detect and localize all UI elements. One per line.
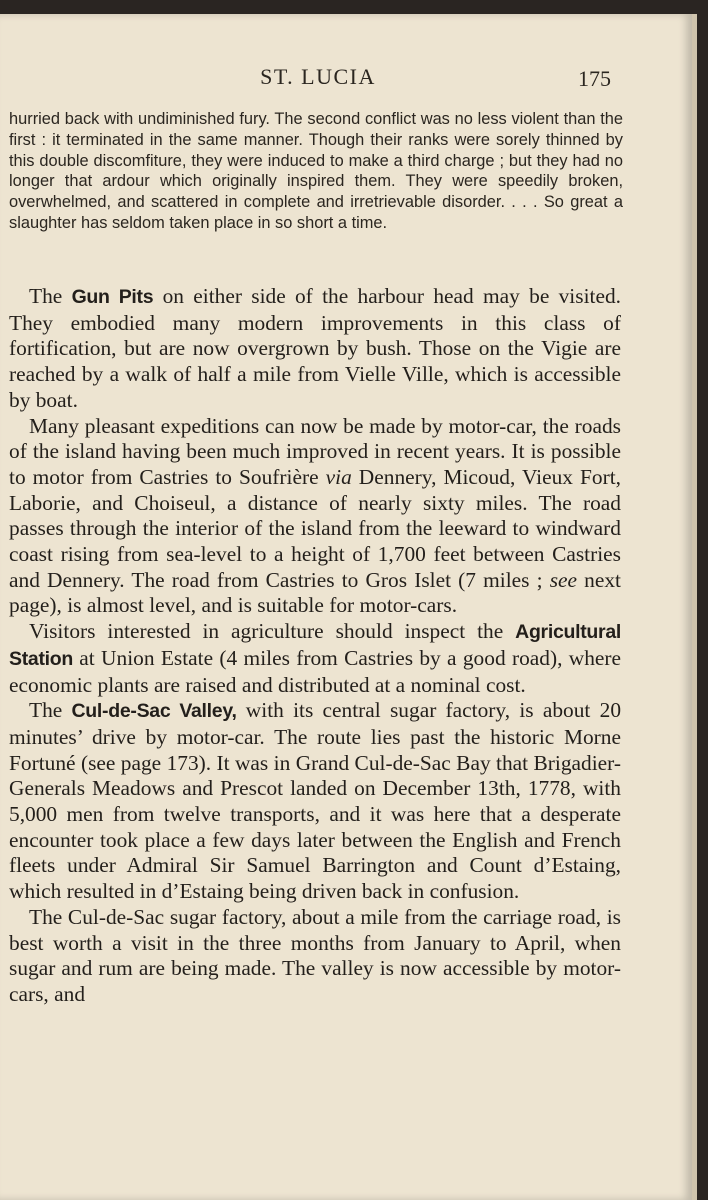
paragraph-text: The [29, 698, 72, 723]
paragraph-text: The Cul-de-Sac sugar factory, about a mile from the carriage road, is best worth a visit in the three months from January to April, when sugar and rum are being made. The valley is now accessible by motor-cars, and [9, 904, 621, 1006]
paragraph-text: Dennery, Micoud, Vieux Fort, Laborie, and Choiseul, a distance of nearly sixty miles. The road passes through the interior of the island from the leeward to windward coast rising from sea-level to a height of 1,700 feet between Castries and Dennery. The road from Castries to Gros Islet (7 miles ; [9, 464, 621, 592]
running-head: ST. LUCIA [260, 64, 376, 89]
paragraph-motor-expeditions [9, 414, 621, 620]
page-header [0, 14, 692, 104]
book-page [0, 14, 692, 1200]
italic-via: via [325, 464, 352, 489]
paragraph-text: at Union Estate (4 miles from Castries by a good road), where economic plants are raised and distributed at a nominal cost. [9, 645, 621, 697]
heading-gun-pits: Gun Pits [71, 286, 154, 308]
paragraph-gun-pits [9, 284, 621, 414]
paragraph-cul-de-sac-valley [9, 698, 621, 905]
paragraph-text: Many pleasant expeditions can now be made by motor-car, the roads of the island having been much improved in recent years. It is possible to motor from Castries to Soufrière [9, 413, 621, 489]
paragraph-text: next page), is almost level, and is suitable for motor-cars. [9, 567, 621, 618]
page-number: 175 [578, 66, 611, 91]
paragraph-text: Visitors interested in agriculture should inspect the [29, 619, 516, 644]
paragraph-sugar-factory [9, 905, 621, 1008]
paragraph-text: on either side of the harbour head may be visited. They embodied many modern improvements in this class of fortification, but are now overgrown by bush. Those on the Vigie are reached by a walk of half a mile from Vielle Ville, which is accessible by boat. [9, 284, 621, 412]
quoted-passage: hurried back with undiminished fury. The second conflict was no less violent than the first : it terminated in the same manner. Though their ranks were sorely thinned by this double discomfiture, they were induced to make a third charge ; but they had no longer that ardour which originally inspired them. They were speedily broken, overwhelmed, and scattered in complete and irretrievable disorder. . . . So great a slaughter has seldom taken place in so short a time. [9, 110, 623, 232]
paragraph-text: The [29, 284, 72, 308]
paragraph-text: with its central sugar factory, is about 20 minutes’ drive by motor-car. The route lies past the historic Morne Fortuné (see page 173). It was in Grand Cul-de-Sac Bay that Brigadier-Generals Meadows and Prescot landed on December 13th, 1778, with 5,000 men from twelve transports, and it was here that a desperate encounter took place a few days later between the English and French fleets under Admiral Sir Samuel Barrington and Count d’Estaing, which resulted in d’Estaing being driven back in confusion. [9, 698, 622, 904]
body-text [9, 284, 621, 1008]
paragraph-agricultural-station [9, 619, 621, 698]
heading-cul-de-sac-valley: Cul-de-Sac Valley, [71, 700, 237, 723]
heading-agricultural-station: Agricultural Station [9, 621, 621, 670]
italic-see: see [549, 567, 578, 592]
page-edge [692, 14, 697, 1200]
